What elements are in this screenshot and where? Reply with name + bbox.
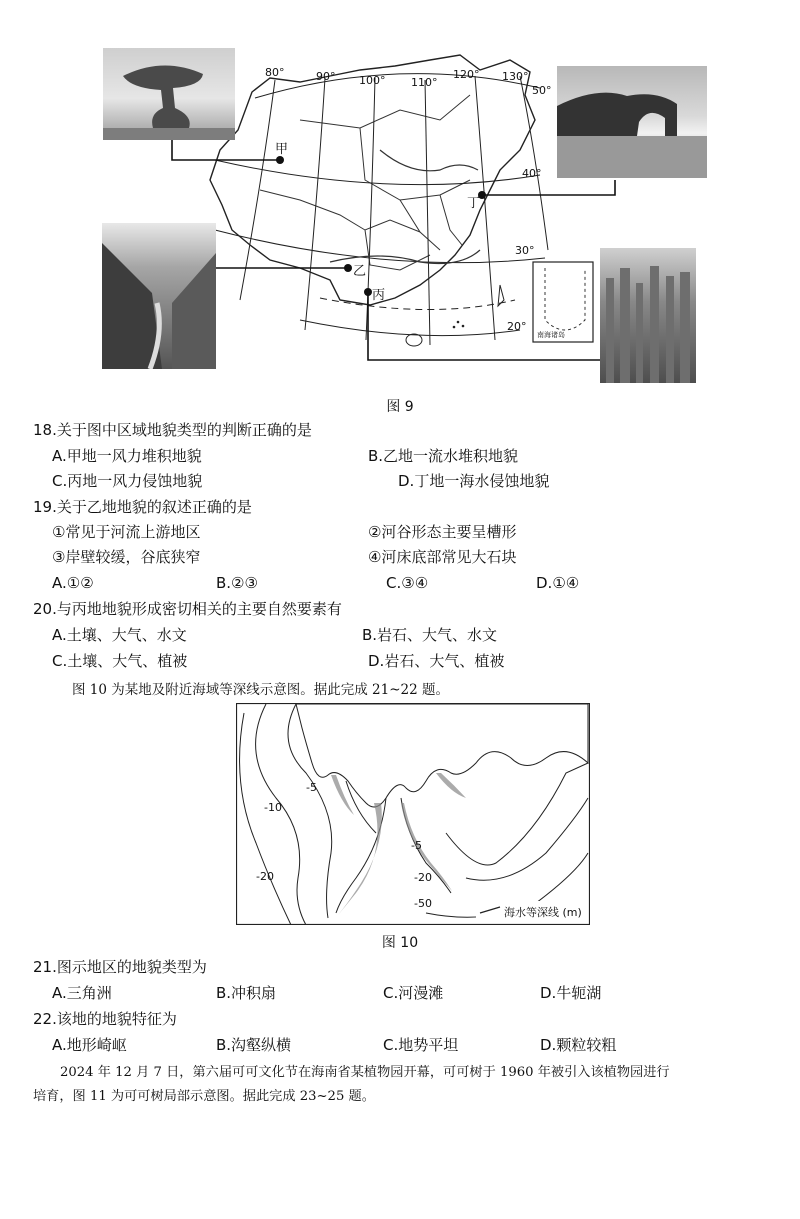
place-yi-dot — [344, 264, 352, 272]
q18-option-d[interactable]: D.丁地一海水侵蚀地貌 — [398, 472, 550, 490]
lon-80: 80° — [265, 66, 285, 79]
place-jia-dot — [276, 156, 284, 164]
lon-100: 100° — [359, 74, 386, 87]
q19-statement-4: ④河床底部常见大石块 — [368, 548, 517, 566]
lat-40: 40° — [522, 167, 542, 180]
q19-statement-1: ①常见于河流上游地区 — [52, 523, 201, 541]
place-ding-label: 丁 — [467, 196, 481, 211]
q18-option-c[interactable]: C.丙地一风力侵蚀地貌 — [52, 472, 203, 490]
q18-stem: 18.关于图中区域地貌类型的判断正确的是 — [33, 421, 312, 439]
q20-option-a[interactable]: A.土壤、大气、水文 — [52, 626, 187, 644]
depth-contour-map — [236, 703, 590, 925]
photo-sea-arch — [557, 66, 707, 178]
q21-stem: 21.图示地区的地貌类型为 — [33, 958, 207, 976]
figure-10-caption: 图 10 — [381, 935, 419, 951]
q21-option-d[interactable]: D.牛轭湖 — [540, 984, 602, 1002]
q20-option-c[interactable]: C.土壤、大气、植被 — [52, 652, 188, 670]
depth-label-neg5-right: -5 — [411, 839, 422, 852]
depth-label-neg20-left: -20 — [256, 870, 274, 883]
place-bing-dot — [364, 288, 372, 296]
q19-option-c[interactable]: C.③④ — [386, 574, 429, 592]
q20-stem: 20.与丙地地貌形成密切相关的主要自然要素有 — [33, 600, 342, 618]
depth-label-neg20-right: -20 — [414, 871, 432, 884]
q19-stem: 19.关于乙地地貌的叙述正确的是 — [33, 498, 252, 516]
place-jia-label: 甲 — [275, 142, 289, 157]
q22-option-a[interactable]: A.地形崎岖 — [52, 1036, 127, 1054]
meridians — [240, 76, 548, 345]
q21-option-a[interactable]: A.三角洲 — [52, 984, 112, 1002]
lon-120: 120° — [453, 68, 480, 81]
q19-option-a[interactable]: A.①② — [52, 574, 94, 592]
lat-30: 30° — [515, 244, 535, 257]
q19-statement-3: ③岸壁较缓，谷底狭窄 — [52, 548, 201, 566]
q20-option-d[interactable]: D.岩石、大气、植被 — [368, 652, 505, 670]
q19-statement-2: ②河谷形态主要呈槽形 — [368, 523, 517, 541]
lat-20: 20° — [507, 320, 527, 333]
photo-v-valley — [102, 223, 216, 369]
figure-9 — [95, 40, 715, 390]
figure-9-caption: 图 9 — [386, 399, 414, 415]
intro-23-25-line2: 培育，图 11 为可可树局部示意图。据此完成 23~25 题。 — [33, 1089, 375, 1104]
q19-option-b[interactable]: B.②③ — [216, 574, 258, 592]
q19-option-d[interactable]: D.①④ — [536, 574, 580, 592]
lat-50: 50° — [532, 84, 552, 97]
depth-label-neg50: -50 — [414, 897, 432, 910]
photo-mushroom-rock — [103, 48, 235, 140]
photo-stone-forest — [600, 248, 696, 383]
lon-90: 90° — [316, 70, 336, 83]
figure-10-intro: 图 10 为某地及附近海域等深线示意图。据此完成 21~22 题。 — [72, 682, 450, 698]
q22-option-b[interactable]: B.沟壑纵横 — [216, 1036, 292, 1054]
intro-23-25-line1: 2024 年 12 月 7 日，第六届可可文化节在海南省某植物园开幕，可可树于 1960 年被引入该植物园进行 — [60, 1065, 670, 1080]
q22-option-d[interactable]: D.颗粒较粗 — [540, 1036, 617, 1054]
lon-130: 130° — [502, 70, 529, 83]
depth-label-neg5-left: -5 — [306, 781, 317, 794]
q22-option-c[interactable]: C.地势平坦 — [383, 1036, 459, 1054]
depth-label-neg10: -10 — [264, 801, 282, 814]
q18-option-a[interactable]: A.甲地一风力堆积地貌 — [52, 447, 202, 465]
q20-option-b[interactable]: B.岩石、大气、水文 — [362, 626, 498, 644]
q18-option-b[interactable]: B.乙地一流水堆积地貌 — [368, 447, 519, 465]
inset-label: 南海诸岛 — [537, 331, 565, 339]
q21-option-b[interactable]: B.冲积扇 — [216, 984, 277, 1002]
legend-isobath: 海水等深线 (m) — [504, 906, 582, 919]
figure-10 — [236, 703, 590, 925]
place-yi-label: 乙 — [353, 264, 367, 279]
place-bing-label: 丙 — [372, 288, 386, 303]
q22-stem: 22.该地的地貌特征为 — [33, 1010, 177, 1028]
q21-option-c[interactable]: C.河漫滩 — [383, 984, 444, 1002]
lon-110: 110° — [411, 76, 438, 89]
